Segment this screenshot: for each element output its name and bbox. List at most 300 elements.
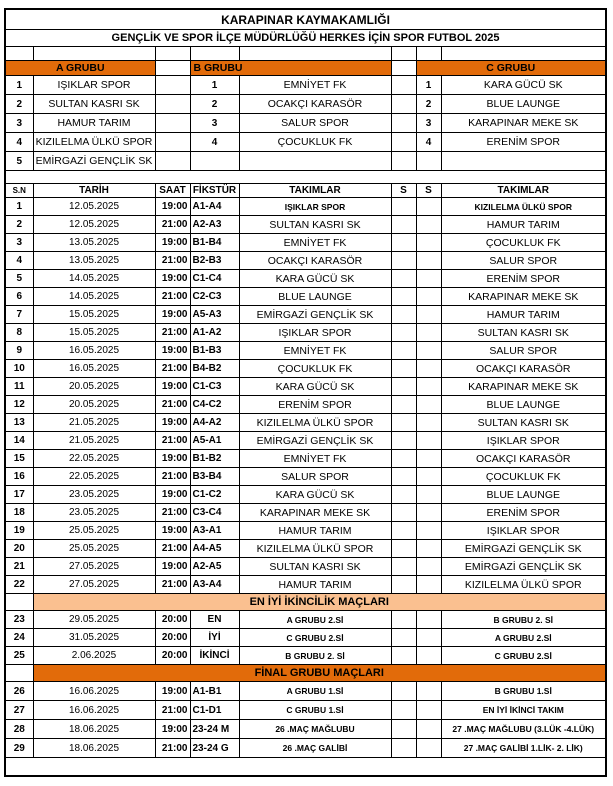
- group-b-seed: 3: [190, 114, 239, 133]
- match-away-team-cell: SULTAN KASRI SK: [441, 324, 606, 342]
- group-b-team: OCAKÇI KARASÖR: [239, 95, 391, 114]
- fixture-sheet: [4, 8, 607, 777]
- match-home-score-cell: [391, 270, 416, 288]
- gap-cell: [391, 133, 416, 152]
- match-number-cell: 1: [5, 198, 33, 216]
- match-fixture-code-cell: C1-C2: [190, 486, 239, 504]
- col-header-time: SAAT: [155, 184, 190, 198]
- group-teams-row: [5, 95, 606, 114]
- match-number-cell: 20: [5, 540, 33, 558]
- match-fixture-code-cell: A3-A1: [190, 522, 239, 540]
- match-away-score-cell: [416, 378, 441, 396]
- group-teams-row: [5, 152, 606, 171]
- match-date-cell: 27.05.2025: [33, 558, 155, 576]
- group-c-seed: 1: [416, 76, 441, 95]
- match-away-score-cell: [416, 342, 441, 360]
- match-fixture-code-cell: B4-B2: [190, 360, 239, 378]
- match-away-team-cell: KIZILELMA ÜLKÜ SPOR: [441, 198, 606, 216]
- second-place-banner-row: [5, 594, 606, 611]
- match-away-team-cell: OCAKÇI KARASÖR: [441, 360, 606, 378]
- spacer-row: [5, 47, 606, 61]
- match-away-score-cell: [416, 558, 441, 576]
- match-away-score-cell: [416, 198, 441, 216]
- match-date-cell: 23.05.2025: [33, 486, 155, 504]
- final-group-banner: FİNAL GRUBU MAÇLARI: [33, 665, 606, 682]
- match-away-team-cell: KARAPINAR MEKE SK: [441, 288, 606, 306]
- match-fixture-code-cell: C1-C4: [190, 270, 239, 288]
- match-home-score-cell: [391, 378, 416, 396]
- col-header-teams-right: TAKIMLAR: [441, 184, 606, 198]
- match-date-cell: 12.05.2025: [33, 216, 155, 234]
- match-away-team-cell: ÇOCUKLUK FK: [441, 468, 606, 486]
- match-date-cell: 25.05.2025: [33, 540, 155, 558]
- match-fixture-code-cell: A3-A4: [190, 576, 239, 594]
- match-time-cell: 19:00: [155, 720, 190, 739]
- match-date-cell: 18.06.2025: [33, 739, 155, 758]
- match-date-cell: 22.05.2025: [33, 450, 155, 468]
- match-time-cell: 20:00: [155, 611, 190, 629]
- fixture-row: [5, 629, 606, 647]
- match-away-team-cell: ERENİM SPOR: [441, 270, 606, 288]
- match-time-cell: 21:00: [155, 288, 190, 306]
- match-home-team-cell: IŞIKLAR SPOR: [239, 198, 391, 216]
- match-home-team-cell: EMNİYET FK: [239, 234, 391, 252]
- fixture-row: [5, 270, 606, 288]
- match-time-cell: 19:00: [155, 342, 190, 360]
- match-away-team-cell: B GRUBU 1.Sİ: [441, 682, 606, 701]
- match-fixture-code-cell: B1-B2: [190, 450, 239, 468]
- match-date-cell: 14.05.2025: [33, 288, 155, 306]
- match-away-team-cell: HAMUR TARIM: [441, 306, 606, 324]
- match-number-cell: 14: [5, 432, 33, 450]
- fixture-row: [5, 216, 606, 234]
- fixture-row: [5, 252, 606, 270]
- gap-cell: [155, 133, 190, 152]
- match-fixture-code-cell: B2-B3: [190, 252, 239, 270]
- match-home-team-cell: EMİRGAZİ GENÇLİK SK: [239, 306, 391, 324]
- match-away-score-cell: [416, 414, 441, 432]
- match-away-team-cell: EN İYİ İKİNCİ TAKIM: [441, 701, 606, 720]
- match-fixture-code-cell: 23-24 M: [190, 720, 239, 739]
- group-a-team: IŞIKLAR SPOR: [33, 76, 155, 95]
- final-group-banner-row: [5, 665, 606, 682]
- match-time-cell: 19:00: [155, 306, 190, 324]
- match-date-cell: 16.06.2025: [33, 682, 155, 701]
- group-a-seed: 1: [5, 76, 33, 95]
- match-fixture-code-cell: B1-B3: [190, 342, 239, 360]
- match-home-team-cell: SULTAN KASRI SK: [239, 558, 391, 576]
- match-time-cell: 21:00: [155, 540, 190, 558]
- match-home-team-cell: SALUR SPOR: [239, 468, 391, 486]
- match-home-team-cell: A GRUBU 1.Sİ: [239, 682, 391, 701]
- group-c-team: KARAPINAR MEKE SK: [441, 114, 606, 133]
- match-number-cell: 3: [5, 234, 33, 252]
- match-home-score-cell: [391, 701, 416, 720]
- match-number-cell: 24: [5, 629, 33, 647]
- col-header-teams-left: TAKIMLAR: [239, 184, 391, 198]
- group-b-seed: 4: [190, 133, 239, 152]
- match-date-cell: 15.05.2025: [33, 306, 155, 324]
- fixture-row: [5, 486, 606, 504]
- match-away-score-cell: [416, 306, 441, 324]
- match-home-team-cell: ÇOCUKLUK FK: [239, 360, 391, 378]
- match-number-cell: 29: [5, 739, 33, 758]
- group-b-seed: [190, 152, 239, 171]
- match-away-score-cell: [416, 682, 441, 701]
- col-header-code: FİKSTÜR: [190, 184, 239, 198]
- match-number-cell: 4: [5, 252, 33, 270]
- match-away-score-cell: [416, 540, 441, 558]
- group-b-seed: 1: [190, 76, 239, 95]
- match-away-team-cell: C GRUBU 2.Sİ: [441, 647, 606, 665]
- match-home-score-cell: [391, 198, 416, 216]
- match-date-cell: 20.05.2025: [33, 396, 155, 414]
- match-number-cell: 7: [5, 306, 33, 324]
- match-date-cell: 13.05.2025: [33, 234, 155, 252]
- fixture-row: [5, 576, 606, 594]
- match-home-score-cell: [391, 468, 416, 486]
- fixture-row: [5, 306, 606, 324]
- match-home-team-cell: 26 .MAÇ GALİBİ: [239, 739, 391, 758]
- match-away-score-cell: [416, 288, 441, 306]
- gap-cell: [155, 152, 190, 171]
- gap-cell: [391, 114, 416, 133]
- second-place-banner: EN İYİ İKİNCİLİK MAÇLARI: [33, 594, 606, 611]
- match-fixture-code-cell: İKİNCİ: [190, 647, 239, 665]
- gap-cell: [391, 152, 416, 171]
- match-home-score-cell: [391, 288, 416, 306]
- empty-sn-cell: [5, 594, 33, 611]
- match-time-cell: 21:00: [155, 324, 190, 342]
- match-time-cell: 20:00: [155, 629, 190, 647]
- match-away-team-cell: SULTAN KASRI SK: [441, 414, 606, 432]
- gap-cell: [155, 61, 190, 76]
- match-home-team-cell: KARA GÜCÜ SK: [239, 378, 391, 396]
- match-number-cell: 11: [5, 378, 33, 396]
- fixture-row: [5, 324, 606, 342]
- group-a-team: KIZILELMA ÜLKÜ SPOR: [33, 133, 155, 152]
- match-away-team-cell: 27 .MAÇ GALİBİ 1.LİK- 2. LİK): [441, 739, 606, 758]
- match-fixture-code-cell: A5-A1: [190, 432, 239, 450]
- match-number-cell: 15: [5, 450, 33, 468]
- gap-cell: [155, 114, 190, 133]
- match-date-cell: 27.05.2025: [33, 576, 155, 594]
- group-a-seed: 2: [5, 95, 33, 114]
- match-date-cell: 21.05.2025: [33, 414, 155, 432]
- fixture-row: [5, 558, 606, 576]
- fixture-row: [5, 720, 606, 739]
- group-a-seed: 4: [5, 133, 33, 152]
- match-time-cell: 19:00: [155, 486, 190, 504]
- fixture-row: [5, 360, 606, 378]
- match-home-score-cell: [391, 342, 416, 360]
- match-home-score-cell: [391, 414, 416, 432]
- match-home-score-cell: [391, 720, 416, 739]
- match-away-score-cell: [416, 720, 441, 739]
- match-away-score-cell: [416, 324, 441, 342]
- match-time-cell: 21:00: [155, 701, 190, 720]
- group-a-seed: 5: [5, 152, 33, 171]
- match-away-score-cell: [416, 611, 441, 629]
- match-date-cell: 23.05.2025: [33, 504, 155, 522]
- match-time-cell: 21:00: [155, 252, 190, 270]
- gap-cell: [391, 95, 416, 114]
- match-fixture-code-cell: A1-B1: [190, 682, 239, 701]
- fixture-row: [5, 682, 606, 701]
- match-away-team-cell: EMİRGAZİ GENÇLİK SK: [441, 540, 606, 558]
- match-fixture-code-cell: A2-A3: [190, 216, 239, 234]
- match-home-team-cell: OCAKÇI KARASÖR: [239, 252, 391, 270]
- match-home-score-cell: [391, 486, 416, 504]
- final-group-rows: [5, 682, 606, 758]
- match-date-cell: 16.05.2025: [33, 360, 155, 378]
- match-fixture-code-cell: B1-B4: [190, 234, 239, 252]
- match-number-cell: 9: [5, 342, 33, 360]
- col-header-score-right: S: [416, 184, 441, 198]
- match-fixture-code-cell: A5-A3: [190, 306, 239, 324]
- match-time-cell: 20:00: [155, 647, 190, 665]
- fixture-row: [5, 342, 606, 360]
- match-home-score-cell: [391, 576, 416, 594]
- match-away-score-cell: [416, 270, 441, 288]
- match-home-team-cell: IŞIKLAR SPOR: [239, 324, 391, 342]
- match-home-team-cell: KARA GÜCÜ SK: [239, 270, 391, 288]
- group-teams-row: [5, 76, 606, 95]
- match-fixture-code-cell: EN: [190, 611, 239, 629]
- match-home-score-cell: [391, 360, 416, 378]
- gap-cell: [155, 95, 190, 114]
- match-date-cell: 22.05.2025: [33, 468, 155, 486]
- group-c-team: ERENİM SPOR: [441, 133, 606, 152]
- match-away-score-cell: [416, 360, 441, 378]
- match-home-team-cell: EMNİYET FK: [239, 342, 391, 360]
- col-header-score-left: S: [391, 184, 416, 198]
- group-c-team: KARA GÜCÜ SK: [441, 76, 606, 95]
- match-time-cell: 21:00: [155, 216, 190, 234]
- match-fixture-code-cell: İYİ: [190, 629, 239, 647]
- match-home-team-cell: HAMUR TARIM: [239, 522, 391, 540]
- match-number-cell: 25: [5, 647, 33, 665]
- match-fixture-code-cell: C4-C2: [190, 396, 239, 414]
- match-home-score-cell: [391, 396, 416, 414]
- group-teams-row: [5, 133, 606, 152]
- fixture-table: [4, 8, 607, 777]
- match-date-cell: 31.05.2025: [33, 629, 155, 647]
- fixture-row: [5, 739, 606, 758]
- match-away-score-cell: [416, 468, 441, 486]
- fixture-row: [5, 522, 606, 540]
- match-date-cell: 25.05.2025: [33, 522, 155, 540]
- match-away-team-cell: SALUR SPOR: [441, 252, 606, 270]
- match-number-cell: 17: [5, 486, 33, 504]
- gap-row: [5, 171, 606, 184]
- fixture-row: [5, 701, 606, 720]
- page-title: KARAPINAR KAYMAKAMLIĞI: [5, 9, 606, 30]
- match-home-score-cell: [391, 739, 416, 758]
- match-number-cell: 26: [5, 682, 33, 701]
- match-date-cell: 16.05.2025: [33, 342, 155, 360]
- match-home-team-cell: C GRUBU 2.Sİ: [239, 629, 391, 647]
- fixture-row: [5, 468, 606, 486]
- match-away-score-cell: [416, 629, 441, 647]
- match-fixture-code-cell: A4-A5: [190, 540, 239, 558]
- match-fixture-code-cell: A1-A2: [190, 324, 239, 342]
- col-header-date: TARİH: [33, 184, 155, 198]
- match-number-cell: 5: [5, 270, 33, 288]
- match-date-cell: 16.06.2025: [33, 701, 155, 720]
- match-home-team-cell: ERENİM SPOR: [239, 396, 391, 414]
- match-date-cell: 20.05.2025: [33, 378, 155, 396]
- match-number-cell: 22: [5, 576, 33, 594]
- match-home-score-cell: [391, 629, 416, 647]
- match-date-cell: 18.06.2025: [33, 720, 155, 739]
- match-home-score-cell: [391, 682, 416, 701]
- match-away-score-cell: [416, 522, 441, 540]
- group-a-team: HAMUR TARIM: [33, 114, 155, 133]
- match-home-score-cell: [391, 234, 416, 252]
- match-home-score-cell: [391, 522, 416, 540]
- match-home-score-cell: [391, 450, 416, 468]
- match-date-cell: 14.05.2025: [33, 270, 155, 288]
- match-fixture-code-cell: 23-24 G: [190, 739, 239, 758]
- match-home-score-cell: [391, 324, 416, 342]
- match-away-team-cell: BLUE LAUNGE: [441, 486, 606, 504]
- match-away-score-cell: [416, 396, 441, 414]
- match-date-cell: 12.05.2025: [33, 198, 155, 216]
- group-a-seed: 3: [5, 114, 33, 133]
- group-b-header: B GRUBU: [190, 61, 391, 76]
- gap-cell: [391, 76, 416, 95]
- match-home-team-cell: KIZILELMA ÜLKÜ SPOR: [239, 414, 391, 432]
- match-number-cell: 10: [5, 360, 33, 378]
- col-header-sn: S.N: [5, 184, 33, 198]
- fixture-row: [5, 647, 606, 665]
- match-time-cell: 21:00: [155, 468, 190, 486]
- fixture-row: [5, 504, 606, 522]
- match-time-cell: 19:00: [155, 682, 190, 701]
- gap-cell: [155, 76, 190, 95]
- match-fixture-code-cell: C3-C4: [190, 504, 239, 522]
- empty-sn-cell: [5, 665, 33, 682]
- match-home-team-cell: KIZILELMA ÜLKÜ SPOR: [239, 540, 391, 558]
- fixture-row: [5, 450, 606, 468]
- gap-cell: [391, 61, 416, 76]
- match-home-score-cell: [391, 306, 416, 324]
- match-away-score-cell: [416, 234, 441, 252]
- match-number-cell: 28: [5, 720, 33, 739]
- group-b-seed: 2: [190, 95, 239, 114]
- match-away-team-cell: KARAPINAR MEKE SK: [441, 378, 606, 396]
- match-fixture-code-cell: C1-D1: [190, 701, 239, 720]
- match-home-score-cell: [391, 611, 416, 629]
- match-time-cell: 19:00: [155, 414, 190, 432]
- match-away-team-cell: IŞIKLAR SPOR: [441, 432, 606, 450]
- match-number-cell: 2: [5, 216, 33, 234]
- group-b-team: SALUR SPOR: [239, 114, 391, 133]
- match-time-cell: 21:00: [155, 576, 190, 594]
- match-number-cell: 18: [5, 504, 33, 522]
- match-time-cell: 21:00: [155, 504, 190, 522]
- match-home-team-cell: C GRUBU 1.Sİ: [239, 701, 391, 720]
- match-number-cell: 13: [5, 414, 33, 432]
- match-time-cell: 19:00: [155, 450, 190, 468]
- match-home-team-cell: SULTAN KASRI SK: [239, 216, 391, 234]
- match-time-cell: 19:00: [155, 378, 190, 396]
- second-place-rows: [5, 611, 606, 665]
- match-number-cell: 6: [5, 288, 33, 306]
- match-away-score-cell: [416, 576, 441, 594]
- match-time-cell: 19:00: [155, 522, 190, 540]
- fixture-row: [5, 198, 606, 216]
- match-away-team-cell: BLUE LAUNGE: [441, 396, 606, 414]
- match-date-cell: 13.05.2025: [33, 252, 155, 270]
- match-away-score-cell: [416, 701, 441, 720]
- match-away-team-cell: HAMUR TARIM: [441, 216, 606, 234]
- group-a-header: A GRUBU: [5, 61, 155, 76]
- match-home-team-cell: A GRUBU 2.Sİ: [239, 611, 391, 629]
- match-away-team-cell: 27 .MAÇ MAĞLUBU (3.LÜK -4.LÜK): [441, 720, 606, 739]
- match-away-team-cell: EMİRGAZİ GENÇLİK SK: [441, 558, 606, 576]
- match-home-team-cell: EMİRGAZİ GENÇLİK SK: [239, 432, 391, 450]
- fixture-header-row: [5, 184, 606, 198]
- fixture-row: [5, 611, 606, 629]
- match-away-team-cell: A GRUBU 2.Sİ: [441, 629, 606, 647]
- group-b-team: EMNİYET FK: [239, 76, 391, 95]
- match-home-team-cell: HAMUR TARIM: [239, 576, 391, 594]
- match-away-score-cell: [416, 504, 441, 522]
- group-c-seed: [416, 152, 441, 171]
- fixture-row: [5, 288, 606, 306]
- page-subtitle: GENÇLİK VE SPOR İLÇE MÜDÜRLÜĞÜ HERKES İÇİN SPOR FUTBOL 2025: [5, 30, 606, 47]
- match-away-team-cell: KIZILELMA ÜLKÜ SPOR: [441, 576, 606, 594]
- fixture-row: [5, 378, 606, 396]
- match-fixture-code-cell: A1-A4: [190, 198, 239, 216]
- match-number-cell: 12: [5, 396, 33, 414]
- fixture-row: [5, 432, 606, 450]
- match-away-score-cell: [416, 450, 441, 468]
- match-away-score-cell: [416, 216, 441, 234]
- match-away-team-cell: ERENİM SPOR: [441, 504, 606, 522]
- match-time-cell: 19:00: [155, 234, 190, 252]
- match-date-cell: 15.05.2025: [33, 324, 155, 342]
- match-away-score-cell: [416, 647, 441, 665]
- match-number-cell: 16: [5, 468, 33, 486]
- match-home-score-cell: [391, 216, 416, 234]
- match-date-cell: 2.06.2025: [33, 647, 155, 665]
- match-fixture-code-cell: C1-C3: [190, 378, 239, 396]
- match-number-cell: 27: [5, 701, 33, 720]
- match-away-score-cell: [416, 252, 441, 270]
- group-stage-rows: [5, 198, 606, 594]
- match-away-score-cell: [416, 486, 441, 504]
- match-home-score-cell: [391, 432, 416, 450]
- match-home-team-cell: BLUE LAUNGE: [239, 288, 391, 306]
- match-date-cell: 21.05.2025: [33, 432, 155, 450]
- match-away-team-cell: SALUR SPOR: [441, 342, 606, 360]
- match-fixture-code-cell: B3-B4: [190, 468, 239, 486]
- match-away-team-cell: B GRUBU 2. Sİ: [441, 611, 606, 629]
- group-teams-row: [5, 114, 606, 133]
- fixture-row: [5, 234, 606, 252]
- bottom-empty-row: [5, 758, 606, 777]
- match-home-team-cell: KARA GÜCÜ SK: [239, 486, 391, 504]
- match-number-cell: 8: [5, 324, 33, 342]
- fixture-row: [5, 540, 606, 558]
- match-time-cell: 21:00: [155, 739, 190, 758]
- match-away-team-cell: IŞIKLAR SPOR: [441, 522, 606, 540]
- match-home-team-cell: B GRUBU 2. Sİ: [239, 647, 391, 665]
- match-home-team-cell: EMNİYET FK: [239, 450, 391, 468]
